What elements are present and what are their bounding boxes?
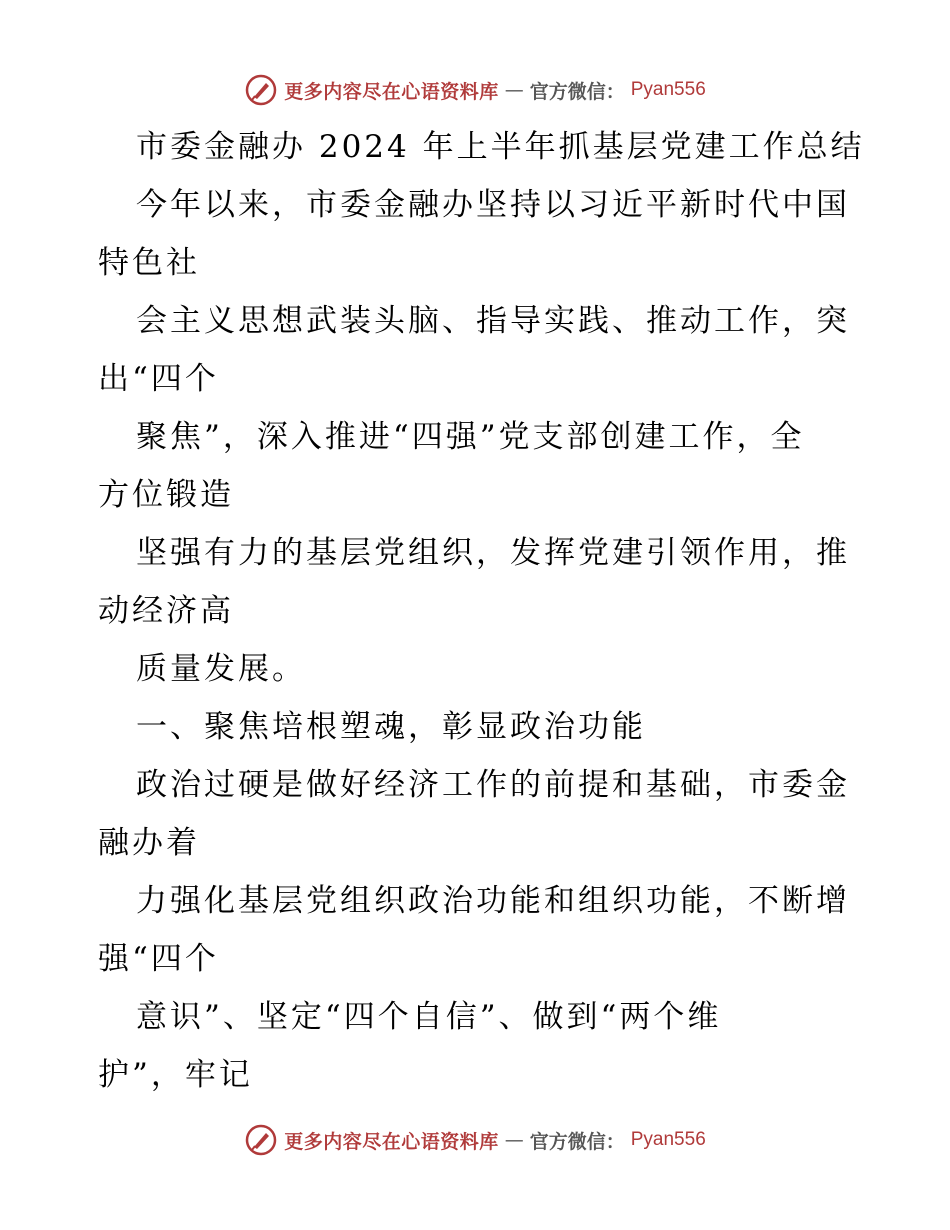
text-line: 强“四个 (98, 941, 219, 977)
watermark-wechat-label: 官方微信： (529, 80, 625, 103)
watermark-wechat-id: Pyan556 (630, 79, 706, 100)
document-title: 市委金融办 2024 年上半年抓基层党建工作总结 (136, 129, 865, 165)
text-line: 坚强有力的基层党组织，发挥党建引领作用，推 (136, 535, 850, 571)
text-line: 方位锻造 (98, 477, 234, 513)
text-line: 特色社 (98, 245, 200, 281)
watermark-site-text: 更多内容尽在心语资料库 (284, 80, 499, 103)
header-watermark (0, 70, 950, 110)
watermark-wechat-id: Pyan556 (630, 1129, 706, 1150)
text-line: 出“四个 (98, 361, 219, 397)
text-line: 融办着 (98, 825, 200, 861)
text-line: 护”，牢记 (98, 1057, 253, 1093)
watermark-dash: — (504, 79, 524, 101)
watermark-dash: — (504, 1129, 524, 1151)
text-line: 政治过硬是做好经济工作的前提和基础，市委金 (136, 767, 850, 803)
text-line: 聚焦”，深入推进“四强”党支部创建工作，全 (136, 419, 805, 455)
text-line: 动经济高 (98, 593, 234, 629)
quill-logo-icon (244, 73, 278, 107)
footer-watermark (0, 1120, 950, 1160)
text-line: 质量发展。 (136, 651, 306, 687)
text-line: 力强化基层党组织政治功能和组织功能，不断增 (136, 883, 850, 919)
text-line: 会主义思想武装头脑、指导实践、推动工作，突 (136, 303, 850, 339)
text-line: 今年以来，市委金融办坚持以习近平新时代中国 (136, 187, 850, 223)
watermark-site-text: 更多内容尽在心语资料库 (284, 1130, 499, 1153)
quill-logo-icon (244, 1123, 278, 1157)
text-line: 意识”、坚定“四个自信”、做到“两个维 (136, 999, 722, 1035)
section-heading: 一、聚焦培根塑魂，彰显政治功能 (136, 709, 646, 745)
watermark-wechat-label: 官方微信： (529, 1130, 625, 1153)
